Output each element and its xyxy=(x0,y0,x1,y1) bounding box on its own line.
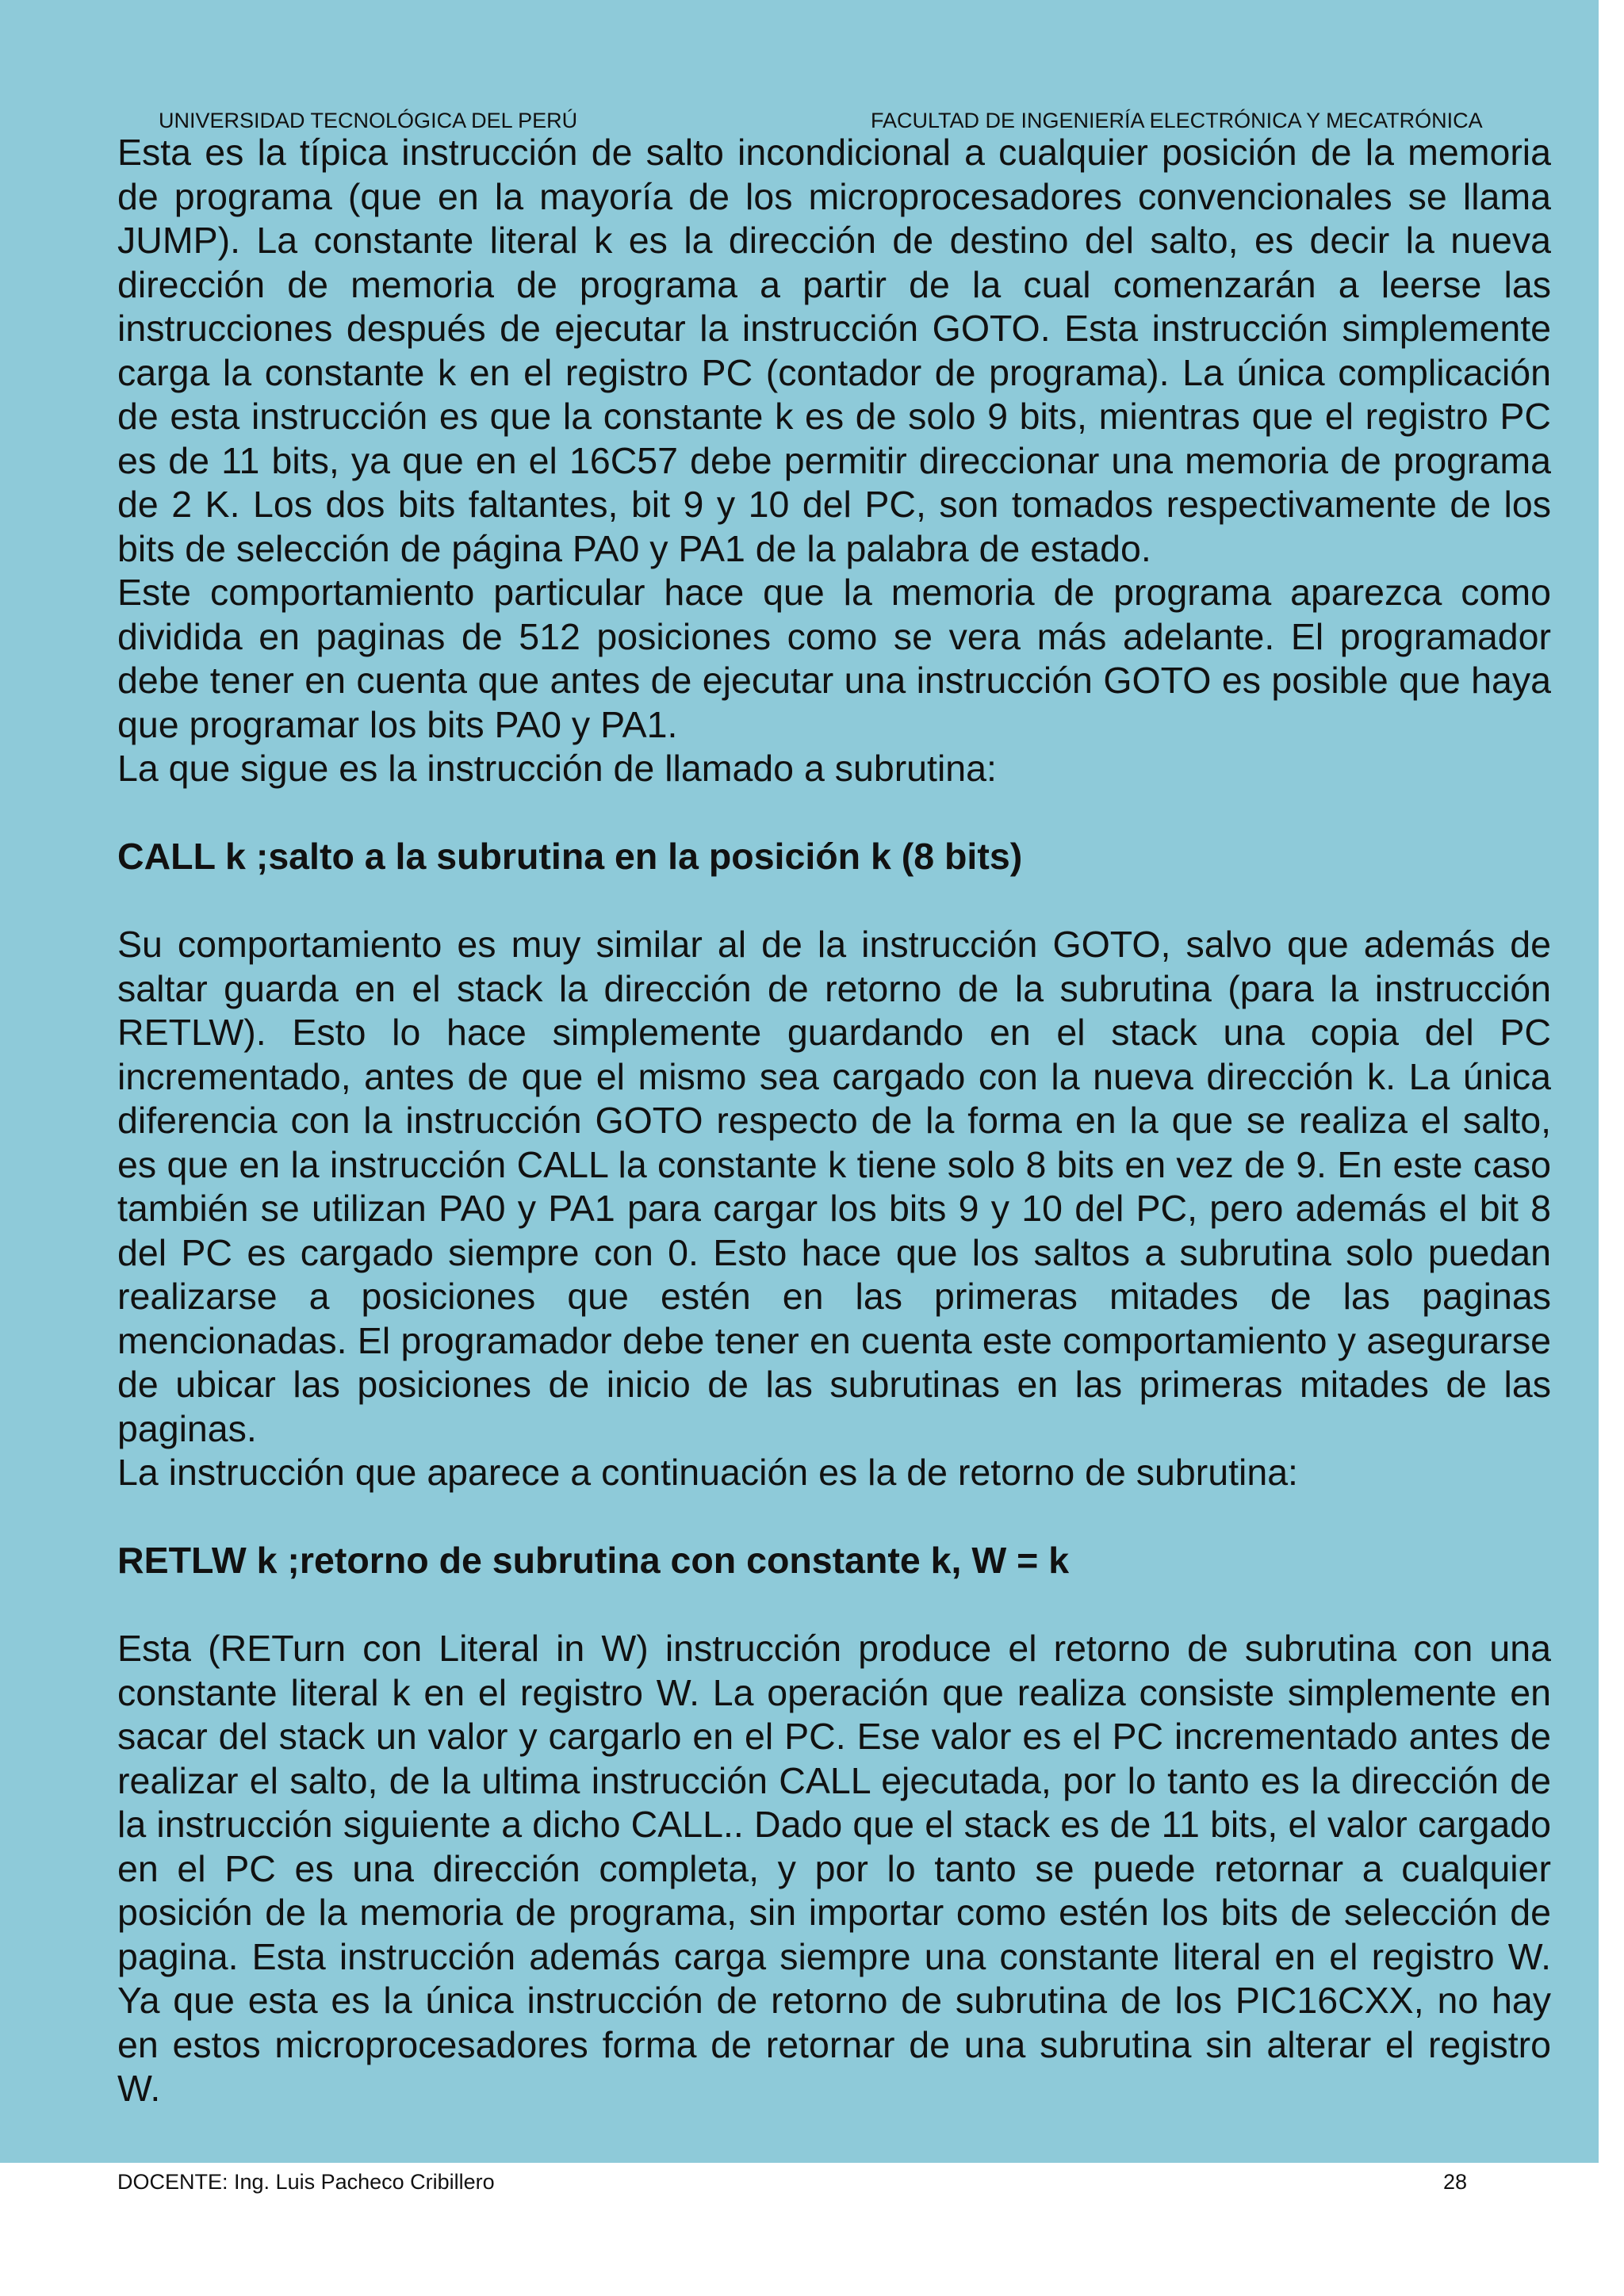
paragraph-retlw-description: Esta (RETurn con Literal in W) instrucción produce el retorno de subrutina con una constante literal k en el registro W. La operación que realiza consiste simplemente en sacar del stack un valor y cargarlo en el PC. Ese valor es el PC incrementado antes de realizar el salto, de la ultima instrucción CALL ejecutada, por lo tanto es la dirección de la instrucción siguiente a dicho CALL.. Dado que el stack es de 11 bits, el valor cargado en el PC es una dirección completa, y por lo tanto se puede retornar a cualquier posición de la memoria de programa, sin importar como estén los bits de selección de pagina. Esta instrucción además carga siempre una constante literal en el registro W. Ya que esta es la única instrucción de retorno de subrutina de los PIC16CXX, no hay en estos microprocesadores forma de retornar de una subrutina sin alterar el registro W. xyxy=(117,1628,1551,2109)
paragraph-page-behavior: Este comportamiento particular hace que la memoria de programa aparezca como dividida en paginas de 512 posiciones como se vera más adelante. El programador debe tener en cuenta que antes de ejecutar una instrucción GOTO es posible que haya que programar los bits PA0 y PA1. xyxy=(117,572,1551,745)
page-number: 28 xyxy=(1443,2170,1468,2194)
paragraph-call-description: Su comportamiento es muy similar al de la instrucción GOTO, salvo que además de saltar guarda en el stack la dirección de retorno de la subrutina (para la instrucción RETLW). Esto lo hace simplemente guardando en el stack una copia del PC incrementado, antes de que el mismo sea cargado con la nueva dirección k. La única diferencia con la instrucción GOTO respecto de la forma en la que se realiza el salto, es que en la instrucción CALL la constante k tiene solo 8 bits en vez de 9. En este caso también se utilizan PA0 y PA1 para cargar los bits 9 y 10 del PC, pero además el bit 8 del PC es cargado siempre con 0. Esto hace que los saltos a subrutina solo puedan realizarse a posiciones que estén en las primeras mitades de las paginas mencionadas. El programador debe tener en cuenta este comportamiento y asegurarse de ubicar las posiciones de inicio de las subrutinas en las primeras mitades de las paginas. xyxy=(117,924,1551,1449)
paragraph-goto-description: Esta es la típica instrucción de salto incondicional a cualquier posición de la memoria de programa (que en la mayoría de los microprocesadores convencionales se llama JUMP). La constante literal k es la dirección de destino del salto, es decir la nueva dirección de memoria de programa a partir de la cual comenzarán a leerse las instrucciones después de ejecutar la instrucción GOTO. Esta instrucción simplemente carga la constante k en el registro PC (contador de programa). La única complicación de esta instrucción es que la constante k es de solo 9 bits, mientras que el registro PC es de 11 bits, ya que en el 16C57 debe permitir direccionar una memoria de programa de 2 K. Los dos bits faltantes, bit 9 y 10 del PC, son tomados respectivamente de los bits de selección de página PA0 y PA1 de la palabra de estado. xyxy=(117,132,1551,569)
header-faculty: FACULTAD DE INGENIERÍA ELECTRÓNICA Y MECATRÓNICA xyxy=(871,109,1483,132)
paragraph-call-intro: La que sigue es la instrucción de llamado a subrutina: xyxy=(117,748,997,789)
paragraph-retlw-intro: La instrucción que aparece a continuación es la de retorno de subrutina: xyxy=(117,1452,1298,1493)
header-university: UNIVERSIDAD TECNOLÓGICA DEL PERÚ xyxy=(159,109,578,132)
instruction-call: CALL k ;salto a la subrutina en la posición k (8 bits) xyxy=(117,836,1023,877)
footer-teacher: DOCENTE: Ing. Luis Pacheco Cribillero xyxy=(117,2170,495,2194)
body-text xyxy=(117,131,1551,2111)
instruction-retlw: RETLW k ;retorno de subrutina con constante k, W = k xyxy=(117,1540,1070,1581)
